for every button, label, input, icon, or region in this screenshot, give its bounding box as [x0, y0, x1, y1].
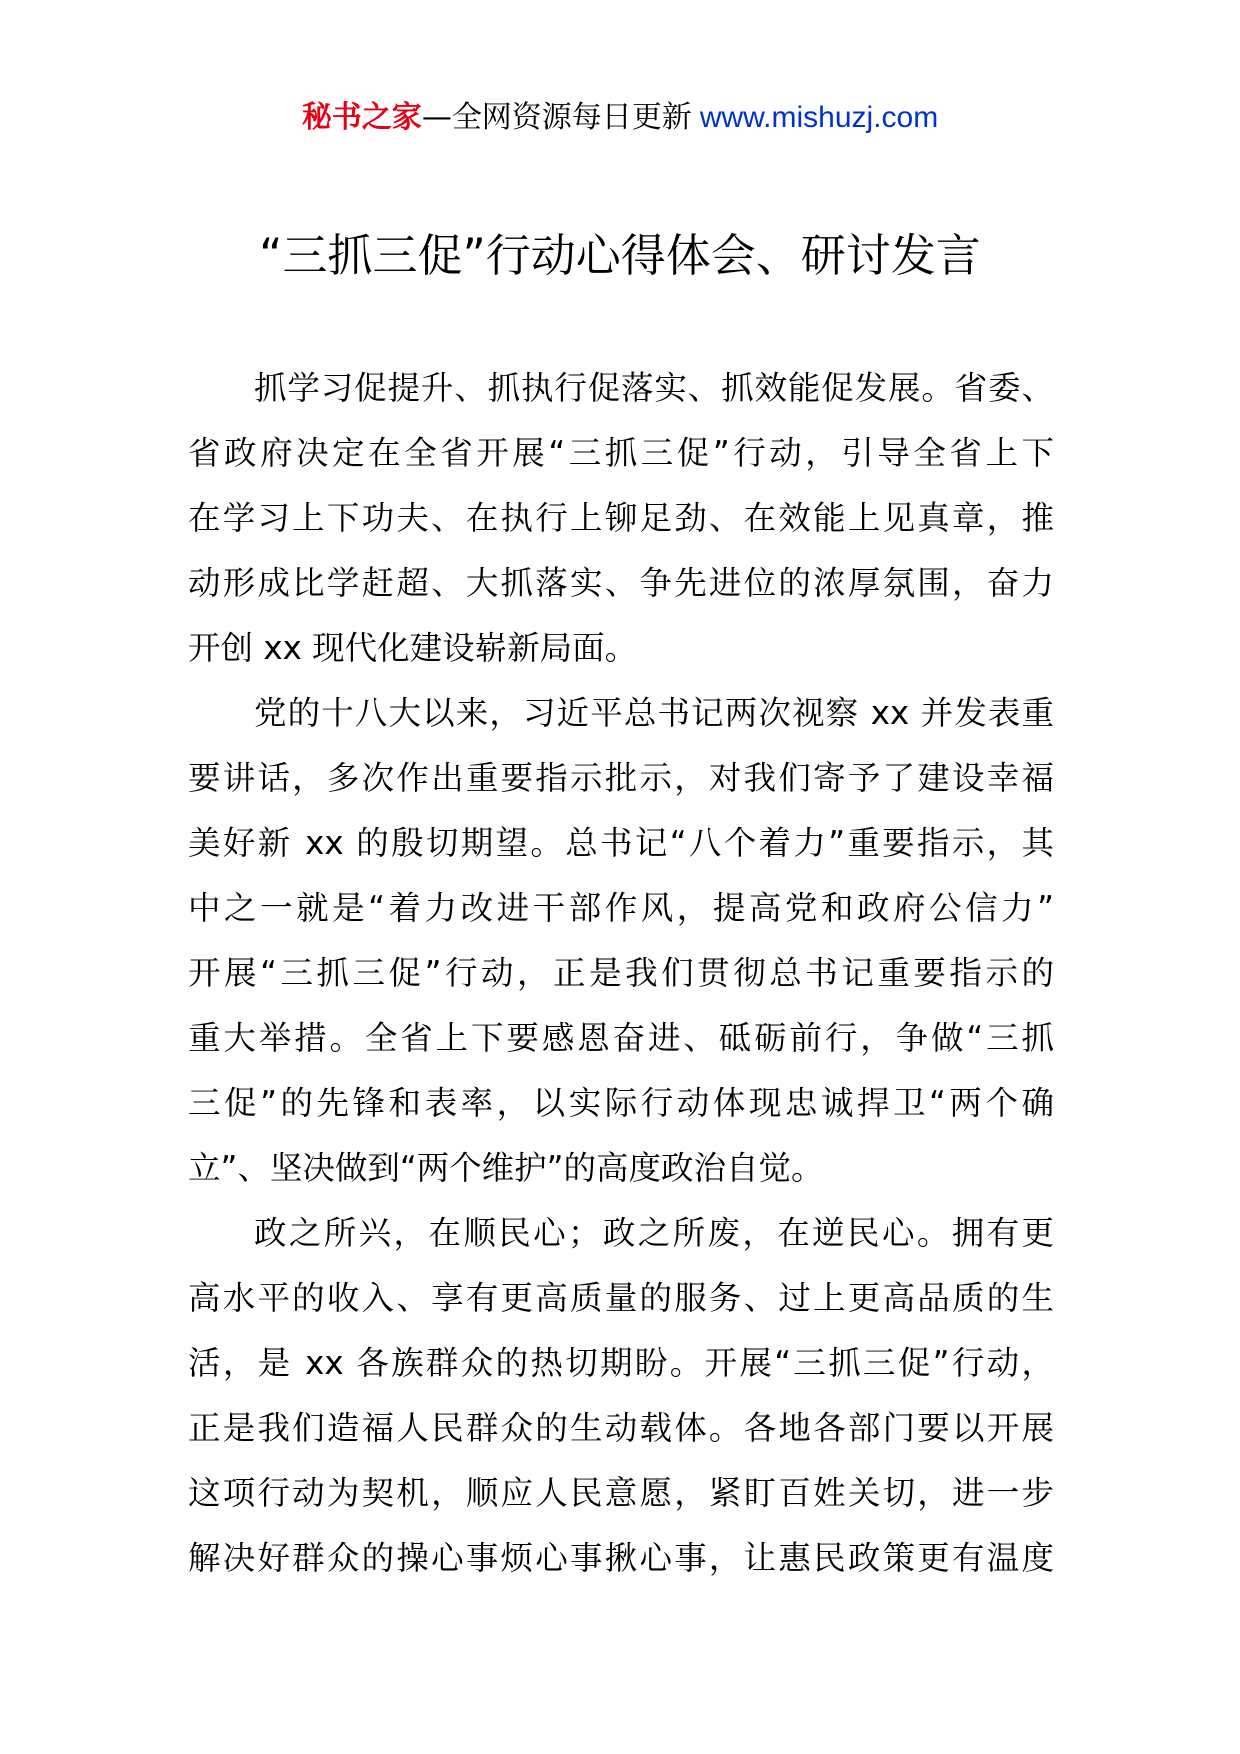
text-line: 正是我们造福人民群众的生动载体。各地各部门要以开展: [188, 1409, 1054, 1447]
text-line: 要讲话，多次作出重要指示批示，对我们寄予了建设幸福: [188, 759, 1054, 797]
text-line: 活，是 xx 各族群众的热切期盼。开展“三抓三促”行动，: [188, 1344, 1054, 1382]
text-line: 在学习上下功夫、在执行上铆足劲、在效能上见真章，推: [188, 499, 1054, 537]
text-line: 抓学习促提升、抓执行促落实、抓效能促发展。省委、: [254, 369, 1054, 407]
text-line: 开创 xx 现代化建设崭新局面。: [188, 629, 638, 667]
paragraph-2: [188, 681, 1054, 1201]
brand-name: 秘书之家: [301, 100, 422, 135]
text-line: 重大举措。全省上下要感恩奋进、砥砺前行，争做“三抓: [188, 1019, 1054, 1057]
text-line: 三促”的先锋和表率，以实际行动体现忠诚捍卫“两个确: [188, 1084, 1054, 1122]
text-line: 动形成比学赶超、大抓落实、争先进位的浓厚氛围，奋力: [188, 564, 1054, 602]
text-line: 党的十八大以来，习近平总书记两次视察 xx 并发表重: [254, 694, 1054, 732]
document-title: “三抓三促”行动心得体会、研讨发言: [259, 229, 981, 282]
document-body: [188, 356, 1054, 1591]
text-line: 开展“三抓三促”行动，正是我们贯彻总书记重要指示的: [188, 954, 1054, 992]
text-line: 中之一就是“着力改进干部作风，提高党和政府公信力”: [188, 889, 1054, 927]
site-header: [0, 98, 1240, 138]
text-line: 立”、坚决做到“两个维护”的高度政治自觉。: [188, 1149, 824, 1187]
header-tagline: —全网资源每日更新: [421, 100, 692, 135]
text-line: 解决好群众的操心事烦心事揪心事，让惠民政策更有温度: [188, 1539, 1054, 1577]
text-line: 高水平的收入、享有更高质量的服务、过上更高品质的生: [188, 1279, 1054, 1317]
text-line: 美好新 xx 的殷切期望。总书记“八个着力”重要指示，其: [188, 824, 1054, 862]
paragraph-3: [188, 1201, 1054, 1591]
site-url-link[interactable]: www.mishuzj.com: [699, 101, 939, 134]
paragraph-1: [188, 356, 1054, 681]
text-line: 政之所兴，在顺民心；政之所废，在逆民心。拥有更: [254, 1214, 1054, 1252]
text-line: 这项行动为契机，顺应人民意愿，紧盯百姓关切，进一步: [188, 1474, 1054, 1512]
text-line: 省政府决定在全省开展“三抓三促”行动，引导全省上下: [188, 434, 1054, 472]
